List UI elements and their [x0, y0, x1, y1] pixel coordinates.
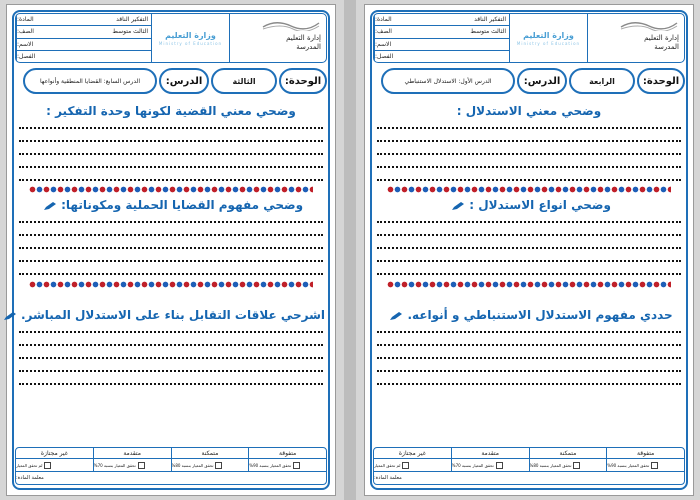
header-box: [373, 13, 685, 63]
field-label: الاسم:: [374, 39, 414, 50]
question-1: [375, 104, 683, 118]
eval-header: متقدمة: [93, 448, 171, 458]
checkbox[interactable]: [573, 462, 580, 469]
field-name: [374, 39, 509, 51]
teacher-signature[interactable]: معلمة المادة:: [374, 475, 402, 481]
eval-header: متمكنة: [171, 448, 249, 458]
field-label: الصف:: [16, 26, 56, 37]
dotted-separator: [29, 186, 313, 193]
field-class: [374, 51, 509, 62]
field-value[interactable]: الثالث متوسط: [470, 28, 506, 36]
answer-lines[interactable]: [377, 221, 681, 286]
eval-option[interactable]: لم تحقق المعيار: [16, 459, 93, 471]
unit-label: الوحدة:: [637, 68, 685, 94]
answer-lines[interactable]: [19, 127, 323, 192]
field-label: المادة:: [16, 14, 56, 25]
eval-option[interactable]: تحقق المعيار بنسبة 70%: [93, 459, 171, 471]
checkbox[interactable]: [215, 462, 222, 469]
answer-lines[interactable]: [377, 127, 681, 192]
question-text: اشرحي علاقات التقابل بناء على الاستدلال المباشر.: [20, 308, 325, 322]
ministry-logo: [151, 14, 229, 62]
answer-lines[interactable]: [19, 221, 323, 286]
unit-lesson-row: [373, 68, 685, 94]
teacher-signature[interactable]: معلمة المادة:: [16, 475, 44, 481]
question-text: وضحي معني الاستدلال :: [456, 104, 602, 118]
dotted-separator: [387, 281, 671, 288]
lesson-label: الدرس:: [159, 68, 209, 94]
question-1: [17, 104, 325, 118]
page-divider: [344, 0, 356, 500]
logo-subtext: Ministry of Education: [516, 40, 581, 46]
question-text: وضحي انواع الاستدلال :: [469, 198, 611, 212]
field-subject: [374, 14, 509, 26]
question-text: وضحي مفهوم القضايا الحملية ومكوناتها:: [61, 198, 304, 212]
student-fields: [374, 14, 509, 62]
worksheet-page-right: [364, 4, 694, 496]
emblem-icon: [619, 17, 679, 31]
question-2: [375, 198, 683, 212]
checkbox[interactable]: [293, 462, 300, 469]
school-line: المدرسة: [654, 43, 679, 51]
field-label: الفصل:: [16, 51, 56, 62]
question-3: [375, 308, 683, 322]
question-text: وضحي معني القضية لكونها وحدة التفكير :: [46, 104, 296, 118]
field-subject: [16, 14, 151, 26]
logo-text: وزارة التعليم: [165, 30, 216, 40]
eval-header: متفوقة: [248, 448, 326, 458]
field-value[interactable]: التفكير الناقد: [116, 16, 148, 24]
checkbox[interactable]: [138, 462, 145, 469]
admin-line: إدارة التعليم: [644, 34, 679, 42]
dotted-separator: [29, 281, 313, 288]
logo-subtext: Ministry of Education: [158, 40, 223, 46]
field-label: الفصل:: [374, 51, 414, 62]
eval-header: متفوقة: [606, 448, 684, 458]
eval-header: متمكنة: [529, 448, 607, 458]
checkbox[interactable]: [496, 462, 503, 469]
field-label: المادة:: [374, 14, 414, 25]
header-box: [15, 13, 327, 63]
question-text: حددي مفهوم الاستدلال الاستنباطي و أنواعه.: [407, 308, 673, 322]
field-class: [16, 51, 151, 62]
eval-option[interactable]: لم تحقق المعيار: [374, 459, 451, 471]
field-grade: [374, 26, 509, 38]
field-value[interactable]: التفكير الناقد: [474, 16, 506, 24]
student-fields: [16, 14, 151, 62]
question-3: [17, 308, 325, 322]
worksheet-page-left: [6, 4, 336, 496]
unit-lesson-row: [15, 68, 327, 94]
lesson-value: الدرس السابع: القضايا المنطقية وأنواعها: [23, 68, 157, 94]
logo-text: وزارة التعليم: [523, 30, 574, 40]
eval-header: غير مجتازة: [398, 449, 426, 457]
pencil-icon: [43, 201, 57, 211]
lesson-value: الدرس الأول: الاستدلال الاستنباطي: [381, 68, 515, 94]
eval-header: غير مجتازة: [40, 449, 68, 457]
field-name: [16, 39, 151, 51]
checkbox[interactable]: [44, 462, 51, 469]
pencil-icon: [389, 311, 403, 321]
evaluation-header-row: [374, 448, 684, 459]
field-label: الصف:: [374, 26, 414, 37]
evaluation-options-row: [16, 459, 326, 472]
answer-lines[interactable]: [19, 331, 323, 396]
checkbox[interactable]: [651, 462, 658, 469]
answer-lines[interactable]: [377, 331, 681, 396]
field-value[interactable]: الثالث متوسط: [112, 28, 148, 36]
unit-value: الرابعة: [569, 68, 635, 94]
admin-block: [587, 14, 684, 62]
question-2: [17, 198, 325, 212]
eval-option[interactable]: تحقق المعيار بنسبة 90%: [606, 459, 684, 471]
dotted-separator: [387, 186, 671, 193]
emblem-icon: [261, 17, 321, 31]
evaluation-header-row: [16, 448, 326, 459]
eval-option[interactable]: تحقق المعيار بنسبة 70%: [451, 459, 529, 471]
field-label: الاسم:: [16, 39, 56, 50]
evaluation-table: [15, 447, 327, 485]
admin-line: إدارة التعليم: [286, 34, 321, 42]
ministry-logo: [509, 14, 587, 62]
admin-block: [229, 14, 326, 62]
pencil-icon: [451, 201, 465, 211]
evaluation-options-row: [374, 459, 684, 472]
lesson-label: الدرس:: [517, 68, 567, 94]
evaluation-table: [373, 447, 685, 485]
school-line: المدرسة: [296, 43, 321, 51]
eval-header: متقدمة: [451, 448, 529, 458]
pencil-icon: [3, 311, 17, 321]
eval-option[interactable]: تحقق المعيار بنسبة 80%: [171, 459, 249, 471]
unit-value: الثالثة: [211, 68, 277, 94]
field-grade: [16, 26, 151, 38]
eval-option[interactable]: تحقق المعيار بنسبة 90%: [248, 459, 326, 471]
eval-option[interactable]: تحقق المعيار بنسبة 80%: [529, 459, 607, 471]
checkbox[interactable]: [402, 462, 409, 469]
unit-label: الوحدة:: [279, 68, 327, 94]
